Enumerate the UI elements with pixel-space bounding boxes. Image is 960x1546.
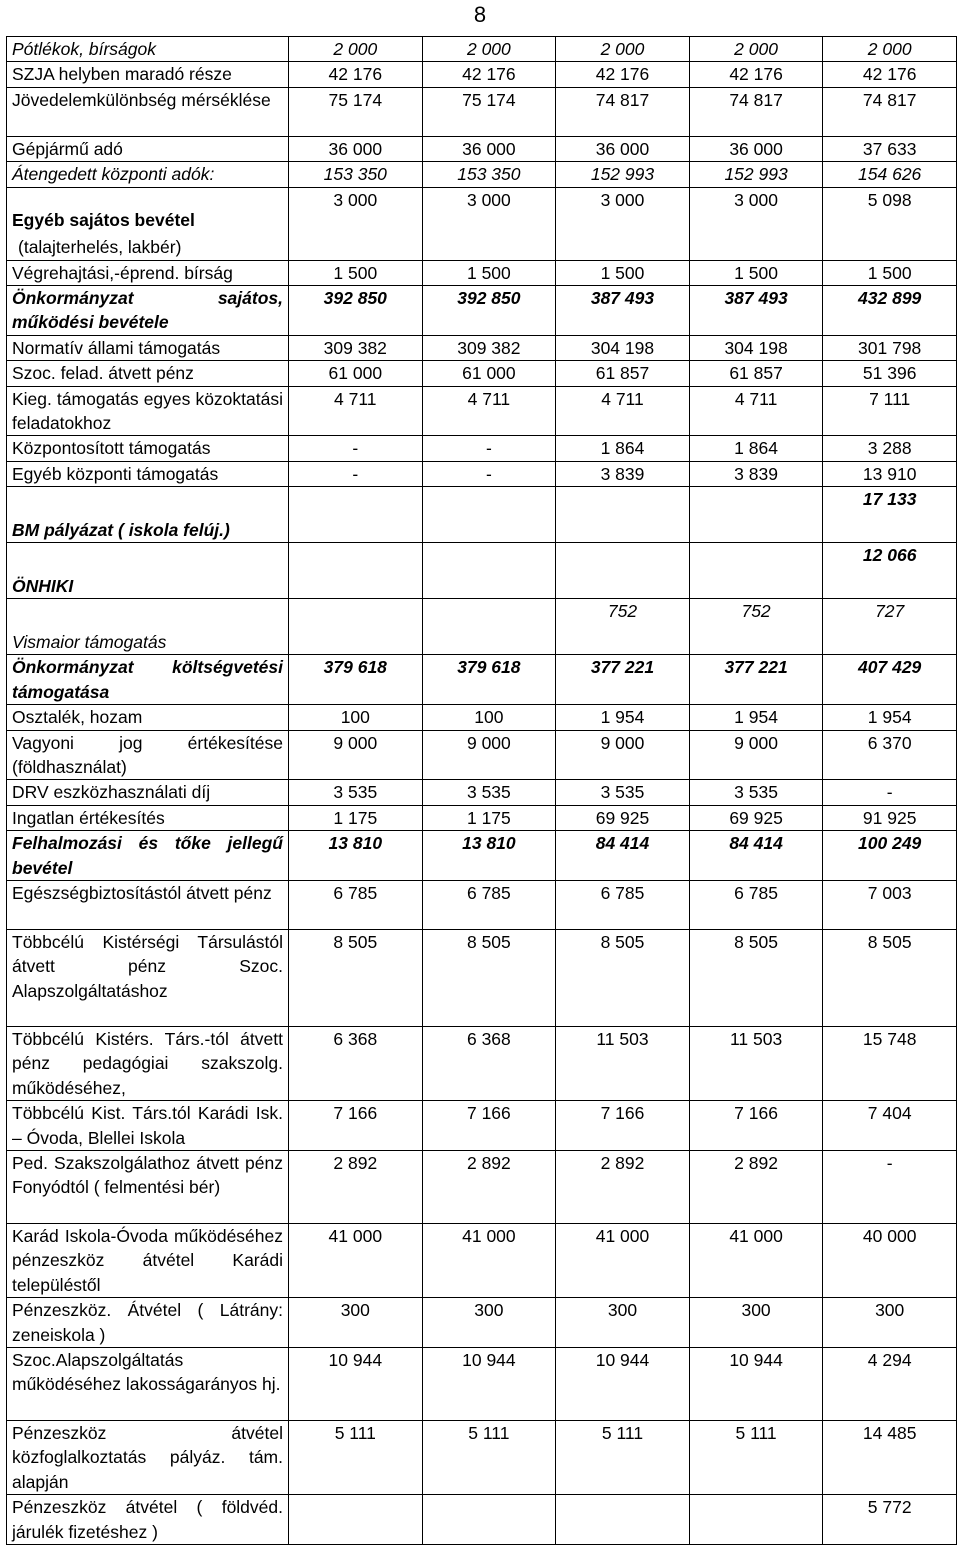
value-cell: 13 810 [422, 831, 556, 881]
value-cell [689, 543, 823, 599]
value-cell [556, 487, 690, 543]
table-row [7, 37, 957, 62]
value-cell: 5 111 [689, 1421, 823, 1495]
value-cell: 4 711 [422, 386, 556, 436]
value-cell [289, 487, 423, 543]
value-cell: 11 503 [689, 1026, 823, 1100]
value-cell: - [823, 780, 957, 805]
value-cell: 1 864 [689, 436, 823, 461]
value-cell: 42 176 [556, 62, 690, 87]
value-cell: 2 000 [823, 37, 957, 62]
value-cell: 75 174 [422, 87, 556, 136]
value-cell: 2 892 [289, 1150, 423, 1223]
value-cell: 1 175 [289, 805, 423, 830]
row-label: Jövedelemkülönbség mérséklése [7, 87, 289, 136]
value-cell: 6 368 [289, 1026, 423, 1100]
value-cell: - [422, 461, 556, 486]
value-cell: 7 166 [556, 1101, 690, 1151]
value-cell: 377 221 [689, 655, 823, 705]
value-cell: 407 429 [823, 655, 957, 705]
row-label [7, 187, 289, 260]
value-cell: 15 748 [823, 1026, 957, 1100]
value-cell: 11 503 [556, 1026, 690, 1100]
value-cell: 8 505 [289, 929, 423, 1026]
value-cell: 153 350 [289, 162, 423, 187]
row-label: Felhalmozási és tőke jellegű bevétel [7, 831, 289, 881]
table-row [7, 260, 957, 285]
row-label: Vagyoni jog értékesítése (földhasználat) [7, 730, 289, 780]
value-cell [689, 1495, 823, 1545]
value-cell: 152 993 [556, 162, 690, 187]
value-cell: 1 500 [289, 260, 423, 285]
value-cell: 379 618 [289, 655, 423, 705]
value-cell: 100 [422, 705, 556, 730]
row-label: Gépjármű adó [7, 136, 289, 161]
value-cell: 6 785 [422, 880, 556, 929]
table-row [7, 361, 957, 386]
value-cell: 69 925 [556, 805, 690, 830]
value-cell: 4 711 [289, 386, 423, 436]
value-cell: 3 000 [556, 187, 690, 260]
value-cell: 61 857 [689, 361, 823, 386]
value-cell: 9 000 [556, 730, 690, 780]
row-label: Szoc.Alapszolgáltatás működéséhez lakosságarányos hj. [7, 1348, 289, 1421]
value-cell: 3 535 [422, 780, 556, 805]
table-row [7, 461, 957, 486]
value-cell: 1 864 [556, 436, 690, 461]
value-cell: 42 176 [422, 62, 556, 87]
value-cell: 3 535 [556, 780, 690, 805]
value-cell: 154 626 [823, 162, 957, 187]
table-row [7, 1298, 957, 1348]
value-cell: 5 111 [556, 1421, 690, 1495]
value-cell: 304 198 [556, 335, 690, 360]
value-cell: 36 000 [422, 136, 556, 161]
value-cell: 5 111 [422, 1421, 556, 1495]
value-cell: 301 798 [823, 335, 957, 360]
value-cell: 3 839 [556, 461, 690, 486]
value-cell: 727 [823, 599, 957, 655]
value-cell: 6 785 [689, 880, 823, 929]
budget-table-body [7, 37, 957, 1545]
row-label: Egyéb központi támogatás [7, 461, 289, 486]
table-row [7, 705, 957, 730]
row-label: ÖNHIKI [7, 543, 289, 599]
value-cell: 74 817 [689, 87, 823, 136]
row-label: Központosított támogatás [7, 436, 289, 461]
value-cell: 6 785 [556, 880, 690, 929]
value-cell: 4 294 [823, 1348, 957, 1421]
value-cell [689, 487, 823, 543]
value-cell: 3 839 [689, 461, 823, 486]
value-cell: 36 000 [689, 136, 823, 161]
value-cell [556, 543, 690, 599]
value-cell: 392 850 [422, 286, 556, 336]
value-cell [422, 599, 556, 655]
value-cell: 1 954 [556, 705, 690, 730]
row-label: Végrehajtási,-éprend. bírság [7, 260, 289, 285]
value-cell [422, 487, 556, 543]
value-cell: 2 000 [289, 37, 423, 62]
value-cell: 41 000 [422, 1223, 556, 1297]
table-row [7, 162, 957, 187]
value-cell: 7 003 [823, 880, 957, 929]
table-row [7, 286, 957, 336]
value-cell: - [823, 1150, 957, 1223]
value-cell: 377 221 [556, 655, 690, 705]
value-cell: 387 493 [556, 286, 690, 336]
value-cell: 6 785 [289, 880, 423, 929]
row-label: Pénzeszköz átvétel közfoglalkoztatás pályáz. tám. alapján [7, 1421, 289, 1495]
value-cell: 7 111 [823, 386, 957, 436]
value-cell: 153 350 [422, 162, 556, 187]
row-label: Szoc. felad. átvett pénz [7, 361, 289, 386]
value-cell: 8 505 [689, 929, 823, 1026]
value-cell: 152 993 [689, 162, 823, 187]
value-cell: 1 500 [823, 260, 957, 285]
row-label: Átengedett központi adók: [7, 162, 289, 187]
value-cell: 300 [289, 1298, 423, 1348]
value-cell: 379 618 [422, 655, 556, 705]
value-cell: 5 098 [823, 187, 957, 260]
row-label: Önkormányzat sajátos, működési bevétele [7, 286, 289, 336]
value-cell: 8 505 [422, 929, 556, 1026]
row-label: SZJA helyben maradó része [7, 62, 289, 87]
value-cell: 10 944 [689, 1348, 823, 1421]
value-cell: 9 000 [289, 730, 423, 780]
value-cell: 3 288 [823, 436, 957, 461]
table-row [7, 386, 957, 436]
value-cell: 2 000 [556, 37, 690, 62]
value-cell: 5 111 [289, 1421, 423, 1495]
value-cell: 8 505 [823, 929, 957, 1026]
table-row [7, 1348, 957, 1421]
row-label: BM pályázat ( iskola felúj.) [7, 487, 289, 543]
value-cell: 9 000 [689, 730, 823, 780]
value-cell: 2 892 [422, 1150, 556, 1223]
value-cell: 309 382 [289, 335, 423, 360]
value-cell: 6 370 [823, 730, 957, 780]
value-cell: 9 000 [422, 730, 556, 780]
row-label: Többcélú Kistérségi Társulástól átvett pénz Szoc. Alapszolgáltatáshoz [7, 929, 289, 1026]
table-row [7, 655, 957, 705]
table-row [7, 831, 957, 881]
table-row [7, 1495, 957, 1545]
value-cell: 300 [556, 1298, 690, 1348]
value-cell: 7 166 [289, 1101, 423, 1151]
value-cell [556, 1495, 690, 1545]
value-cell: 42 176 [289, 62, 423, 87]
value-cell: 40 000 [823, 1223, 957, 1297]
row-label: Pótlékok, bírságok [7, 37, 289, 62]
row-label: Kieg. támogatás egyes közoktatási feladatokhoz [7, 386, 289, 436]
row-label: Többcélú Kist. Társ.tól Karádi Isk. – Óvoda, Blellei Iskola [7, 1101, 289, 1151]
table-row [7, 136, 957, 161]
value-cell: 2 000 [422, 37, 556, 62]
value-cell: 5 772 [823, 1495, 957, 1545]
table-row [7, 1223, 957, 1297]
row-label: Ped. Szakszolgálathoz átvett pénz Fonyódtól ( felmentési bér) [7, 1150, 289, 1223]
table-row [7, 187, 957, 260]
value-cell: 2 000 [689, 37, 823, 62]
value-cell: 36 000 [289, 136, 423, 161]
value-cell [289, 543, 423, 599]
value-cell: 4 711 [689, 386, 823, 436]
row-label: Egészségbiztosítástól átvett pénz [7, 880, 289, 929]
row-label-sub: (talajterhelés, lakbér) [18, 237, 182, 258]
value-cell: 300 [823, 1298, 957, 1348]
value-cell: 41 000 [689, 1223, 823, 1297]
table-row [7, 62, 957, 87]
value-cell: 17 133 [823, 487, 957, 543]
value-cell: 1 954 [689, 705, 823, 730]
value-cell: 309 382 [422, 335, 556, 360]
value-cell: 300 [422, 1298, 556, 1348]
value-cell: 7 166 [422, 1101, 556, 1151]
row-label: Többcélú Kistérs. Társ.-tól átvett pénz pedagógiai szakszolg. működéséhez, [7, 1026, 289, 1100]
value-cell: 36 000 [556, 136, 690, 161]
value-cell: 1 175 [422, 805, 556, 830]
table-row [7, 436, 957, 461]
row-label: Pénzeszköz átvétel ( földvéd. járulék fizetéshez ) [7, 1495, 289, 1545]
value-cell: 1 500 [689, 260, 823, 285]
row-label: Pénzeszköz. Átvétel ( Látrány: zeneiskola ) [7, 1298, 289, 1348]
value-cell: 752 [689, 599, 823, 655]
row-label: Normatív állami támogatás [7, 335, 289, 360]
value-cell: 74 817 [556, 87, 690, 136]
value-cell: 61 857 [556, 361, 690, 386]
table-row [7, 929, 957, 1026]
value-cell: 1 954 [823, 705, 957, 730]
row-label: Karád Iskola-Óvoda működéséhez pénzeszköz átvétel Karádi településtől [7, 1223, 289, 1297]
value-cell: 75 174 [289, 87, 423, 136]
value-cell: 8 505 [556, 929, 690, 1026]
table-row [7, 543, 957, 599]
value-cell [422, 543, 556, 599]
table-row [7, 880, 957, 929]
value-cell: 91 925 [823, 805, 957, 830]
value-cell: 4 711 [556, 386, 690, 436]
value-cell: 13 810 [289, 831, 423, 881]
value-cell: 304 198 [689, 335, 823, 360]
value-cell: 3 000 [422, 187, 556, 260]
value-cell: 41 000 [289, 1223, 423, 1297]
value-cell: 3 000 [289, 187, 423, 260]
value-cell: 84 414 [556, 831, 690, 881]
table-row [7, 1421, 957, 1495]
value-cell: 432 899 [823, 286, 957, 336]
budget-table [6, 36, 957, 1545]
table-row [7, 780, 957, 805]
value-cell: 10 944 [556, 1348, 690, 1421]
value-cell: 7 404 [823, 1101, 957, 1151]
table-row [7, 730, 957, 780]
value-cell: 61 000 [422, 361, 556, 386]
table-row [7, 1101, 957, 1151]
value-cell: 74 817 [823, 87, 957, 136]
value-cell: 69 925 [689, 805, 823, 830]
value-cell [422, 1495, 556, 1545]
value-cell [289, 1495, 423, 1545]
value-cell: 392 850 [289, 286, 423, 336]
value-cell: 100 [289, 705, 423, 730]
value-cell [289, 599, 423, 655]
value-cell: 42 176 [689, 62, 823, 87]
value-cell: 61 000 [289, 361, 423, 386]
value-cell: 1 500 [422, 260, 556, 285]
value-cell: 3 000 [689, 187, 823, 260]
value-cell: 41 000 [556, 1223, 690, 1297]
value-cell: 1 500 [556, 260, 690, 285]
value-cell: 37 633 [823, 136, 957, 161]
value-cell: - [289, 461, 423, 486]
value-cell: 51 396 [823, 361, 957, 386]
value-cell: 13 910 [823, 461, 957, 486]
value-cell: - [289, 436, 423, 461]
value-cell: 100 249 [823, 831, 957, 881]
row-label-main: Egyéb sajátos bevétel [12, 209, 195, 230]
row-label: Osztalék, hozam [7, 705, 289, 730]
table-row [7, 335, 957, 360]
row-label: Vismaior támogatás [7, 599, 289, 655]
row-label: Ingatlan értékesítés [7, 805, 289, 830]
value-cell: 14 485 [823, 1421, 957, 1495]
value-cell: 387 493 [689, 286, 823, 336]
table-row [7, 87, 957, 136]
row-label: Önkormányzat költségvetési támogatása [7, 655, 289, 705]
value-cell: 3 535 [689, 780, 823, 805]
value-cell: 2 892 [689, 1150, 823, 1223]
value-cell: 84 414 [689, 831, 823, 881]
value-cell: - [422, 436, 556, 461]
table-row [7, 487, 957, 543]
value-cell: 7 166 [689, 1101, 823, 1151]
value-cell: 12 066 [823, 543, 957, 599]
value-cell: 10 944 [422, 1348, 556, 1421]
value-cell: 300 [689, 1298, 823, 1348]
table-row [7, 1026, 957, 1100]
table-row [7, 805, 957, 830]
value-cell: 42 176 [823, 62, 957, 87]
page-number: 8 [473, 2, 487, 27]
value-cell: 2 892 [556, 1150, 690, 1223]
value-cell: 10 944 [289, 1348, 423, 1421]
value-cell: 3 535 [289, 780, 423, 805]
table-row [7, 1150, 957, 1223]
value-cell: 6 368 [422, 1026, 556, 1100]
table-row [7, 599, 957, 655]
row-label: DRV eszközhasználati díj [7, 780, 289, 805]
value-cell: 752 [556, 599, 690, 655]
